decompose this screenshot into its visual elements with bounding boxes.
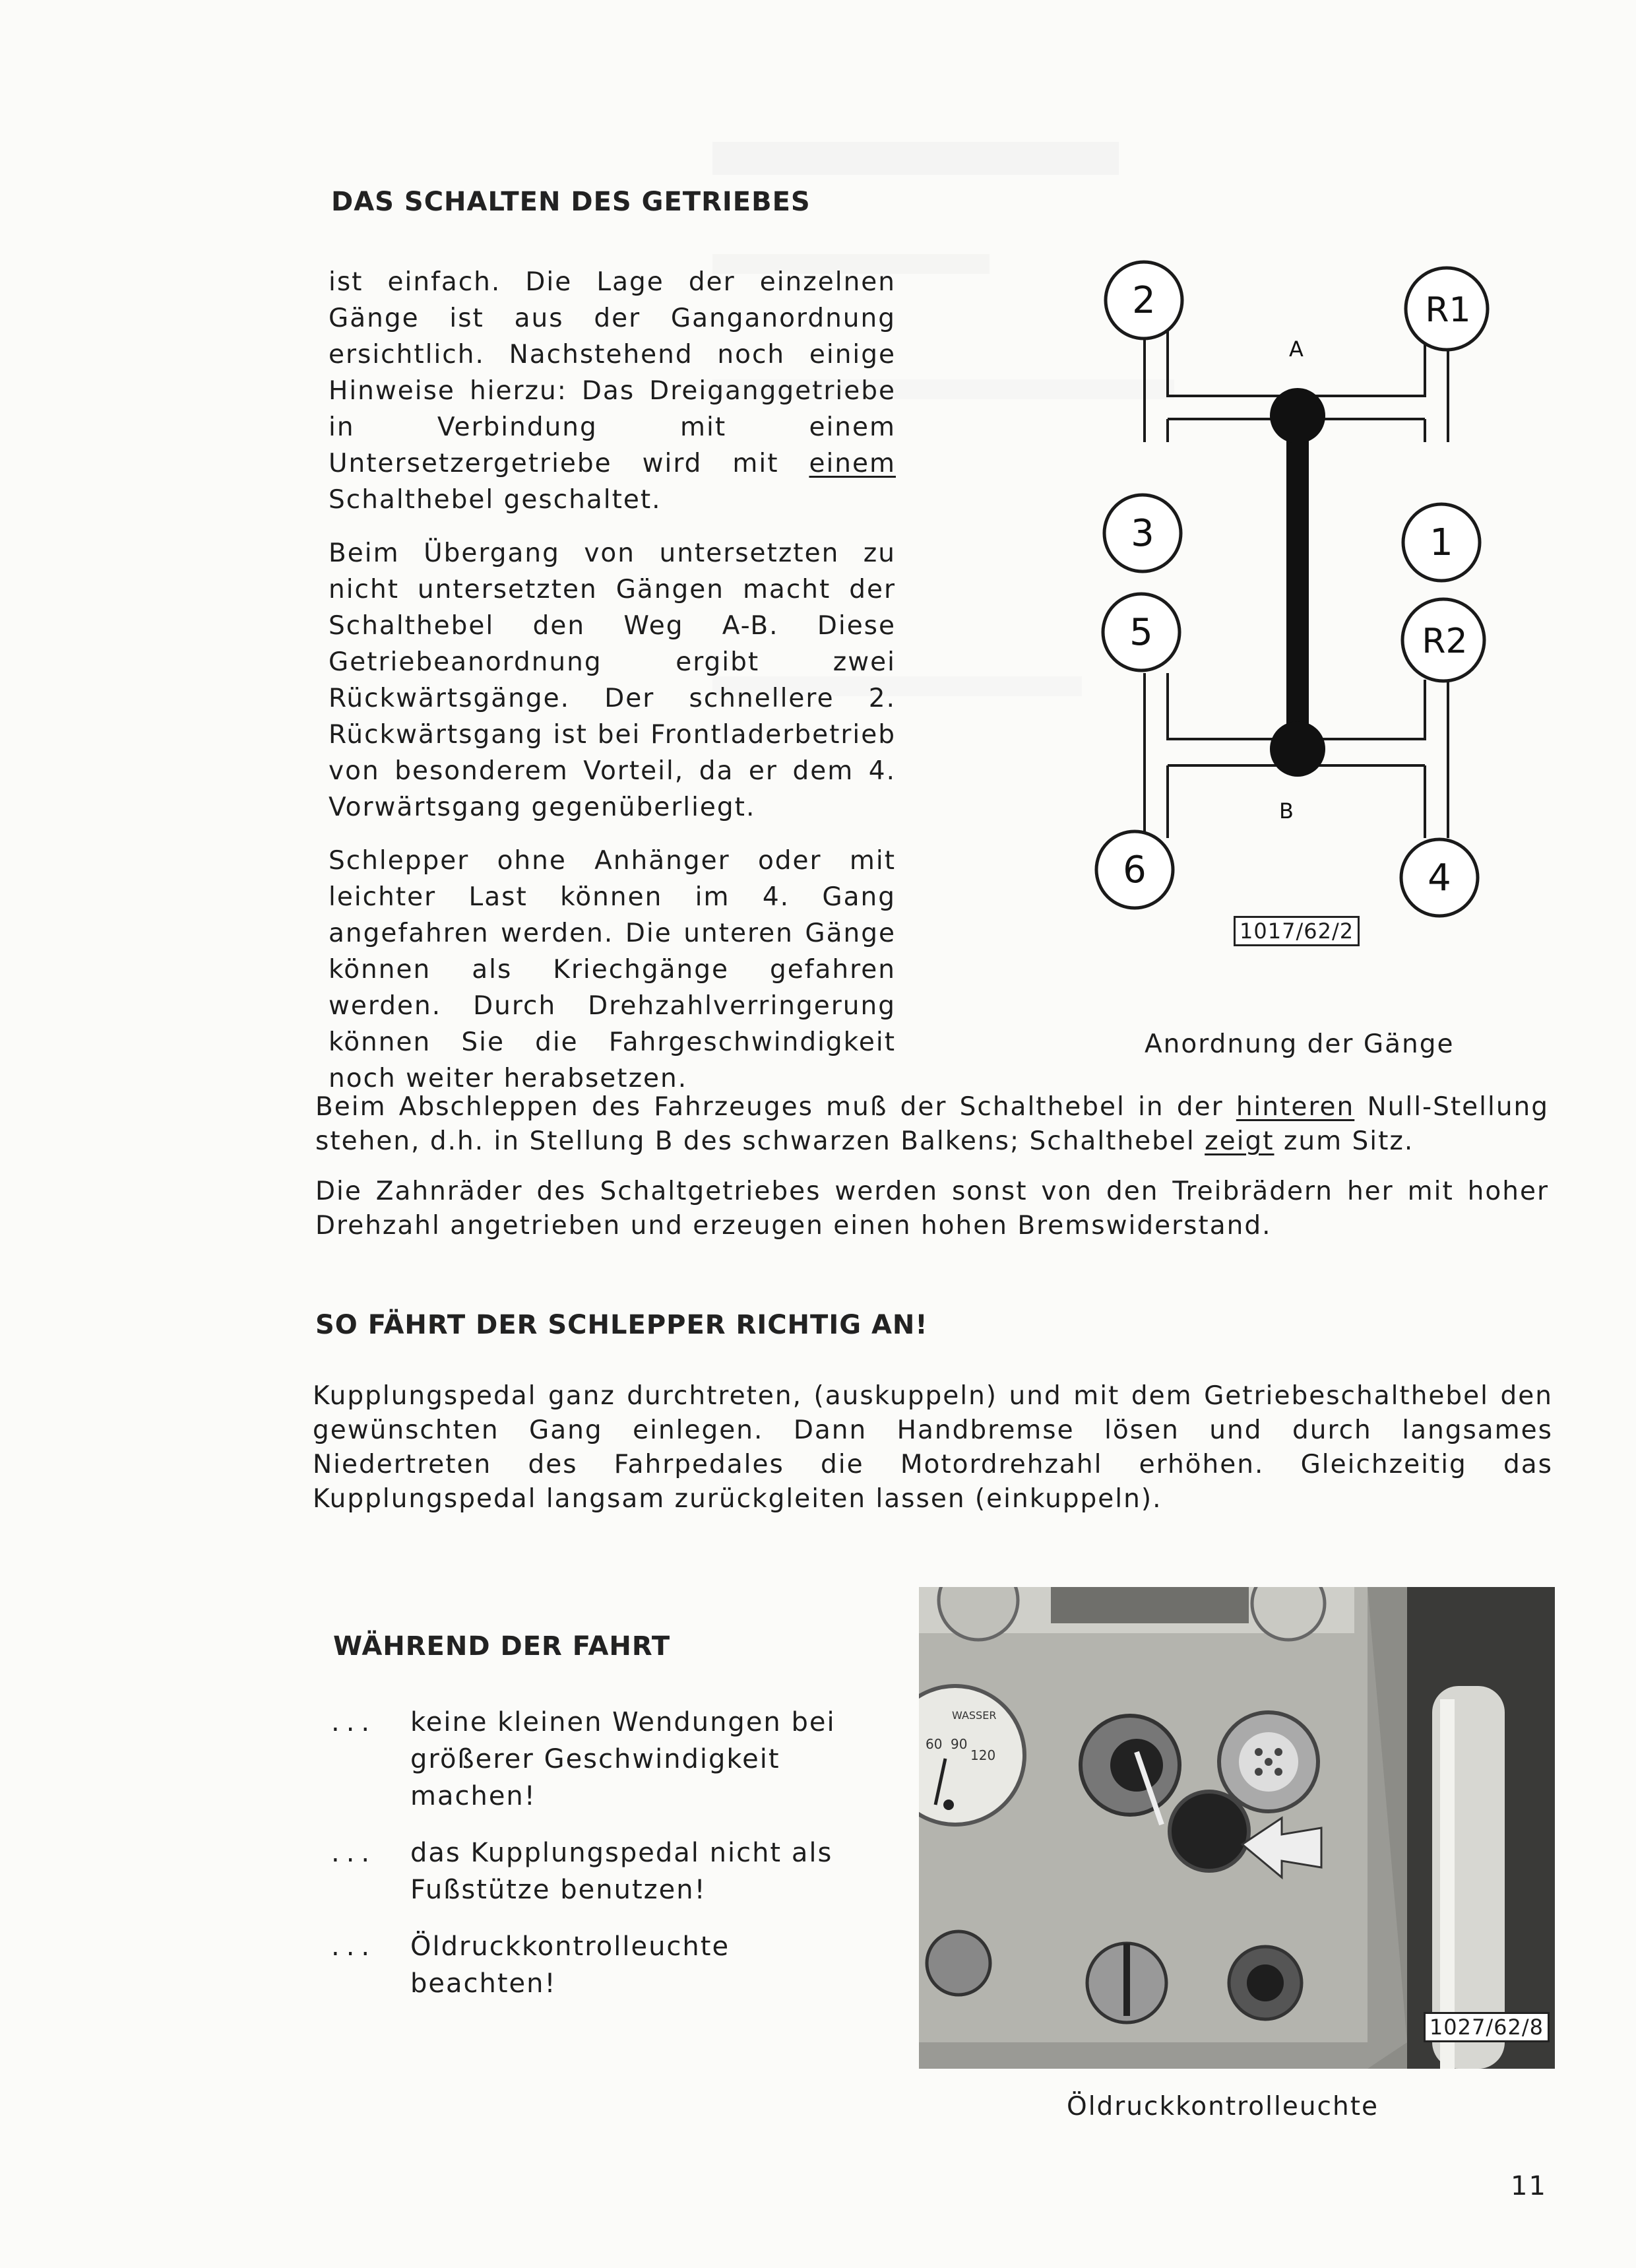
gear-shift-diagram — [1082, 257, 1511, 970]
towing-text-middle: Null-Stellung stehen, d.h. in Stellung B des schwarzen Balkens; Schalthebel — [315, 1092, 1550, 1156]
point-a-label: A — [1289, 337, 1304, 362]
gear-r2-label: R2 — [1422, 622, 1468, 661]
gauge-tick-60: 60 — [926, 1736, 943, 1752]
gear-2-label: 2 — [1132, 279, 1156, 322]
driving-tips-list — [331, 1704, 859, 2022]
gauge-label: WASSER — [952, 1709, 997, 1722]
section-heading-driving: WÄHREND DER FAHRT — [333, 1631, 671, 1662]
list-item-text: Öldruckkontrolleuchte beachten! — [410, 1931, 730, 1999]
section-heading-start: SO FÄHRT DER SCHLEPPER RICHTIG AN! — [315, 1310, 928, 1340]
list-item — [331, 1704, 859, 1815]
list-item-text: das Kupplungspedal nicht als Fußstütze benutzen! — [410, 1838, 833, 1905]
towing-section — [315, 1090, 1549, 1259]
point-a-knob — [1270, 388, 1325, 443]
list-item-dots: ... — [331, 1838, 377, 1868]
gear-r1-label: R1 — [1425, 290, 1471, 330]
shifting-paragraph-3: Schlepper ohne Anhänger oder mit leichter Last können im 4. Gang angefahren werden. Die unteren Gänge können als Kriechgänge gefahren werden. Durch Drehzahlverringerung können Sie die Fahrgeschwindigkeit noch weiter herabsetzen. — [329, 846, 896, 1093]
photo-reference-number: 1027/62/8 — [1424, 2012, 1550, 2042]
gear-5-label: 5 — [1129, 611, 1153, 654]
shifting-paragraph-1 — [329, 264, 896, 518]
towing-paragraph — [315, 1090, 1549, 1159]
towing-text: Beim Abschleppen des Fahrzeuges muß der Schalthebel in der — [315, 1092, 1236, 1122]
diagram-caption: Anordnung der Gänge — [1145, 1029, 1455, 1059]
list-item-dots: ... — [331, 1707, 377, 1737]
point-b-knob — [1270, 721, 1325, 777]
paragraph-1-text: ist einfach. Die Lage der einzelnen Gänge ist aus der Ganganordnung ersichtlich. Nachstehend noch einige Hinweise hierzu: Das Dreiganggetriebe in Verbindung mit einem Untersetzergetriebe wird mit — [329, 267, 896, 478]
gear-4-label: 4 — [1428, 857, 1451, 899]
gear-wheels-paragraph: Die Zahnräder des Schaltgetriebes werden sonst von den Treibrädern her mit hoher Drehzahl angetrieben und erzeugen einen hohen Bremswiderstand. — [315, 1177, 1549, 1241]
towing-text-end: zum Sitz. — [1274, 1126, 1414, 1156]
gear-3-label: 3 — [1131, 512, 1154, 555]
list-item-dots: ... — [331, 1931, 377, 1962]
list-item — [331, 1928, 859, 2002]
photo-caption: Öldruckkontrolleuchte — [1067, 2092, 1379, 2122]
oil-pressure-photo — [919, 1587, 1555, 2069]
paragraph-1-emphasis: einem — [809, 449, 896, 478]
oil-pressure-lamp — [1170, 1792, 1249, 1871]
dashboard-illustration — [919, 1587, 1555, 2069]
start-section — [313, 1379, 1553, 1532]
shifting-paragraph-2: Beim Übergang von untersetzten zu nicht untersetzten Gängen macht der Schalthebel den Weg A-B. Diese Getriebeanordnung ergibt zwei Rückwärtsgänge. Der schnellere 2. Rückwärtsgang ist bei Frontladerbetrieb von besonderem Vorteil, da er dem 4. Vorwärtsgang gegenüberliegt. — [329, 538, 896, 822]
towing-emphasis-1: hinteren — [1236, 1092, 1355, 1122]
gauge-tick-90: 90 — [951, 1736, 968, 1752]
start-paragraph: Kupplungspedal ganz durchtreten, (auskuppeln) und mit dem Getriebeschalthebel den gewünschten Gang einlegen. Dann Handbremse lösen und durch langsames Niedertreten des Fahrpedales die Motordrehzahl erhöhen. Gleichzeitig das Kupplungspedal langsam zurückgleiten lassen (einkuppeln). — [313, 1381, 1553, 1514]
diagram-reference-number: 1017/62/2 — [1234, 916, 1360, 946]
shifting-left-column — [329, 264, 896, 1114]
towing-emphasis-2: zeigt — [1205, 1126, 1274, 1156]
list-item-text: keine kleinen Wendungen bei größerer Geschwindigkeit machen! — [410, 1707, 836, 1811]
gauge-tick-120: 120 — [970, 1747, 996, 1763]
page-number: 11 — [1511, 2171, 1547, 2201]
list-item — [331, 1834, 859, 1908]
section-heading-shifting: DAS SCHALTEN DES GETRIEBES — [331, 187, 811, 217]
point-b-label: B — [1279, 798, 1294, 824]
gear-1-label: 1 — [1430, 521, 1453, 564]
paragraph-1-text-end: Schalthebel geschaltet. — [329, 485, 662, 515]
gear-6-label: 6 — [1123, 849, 1147, 891]
